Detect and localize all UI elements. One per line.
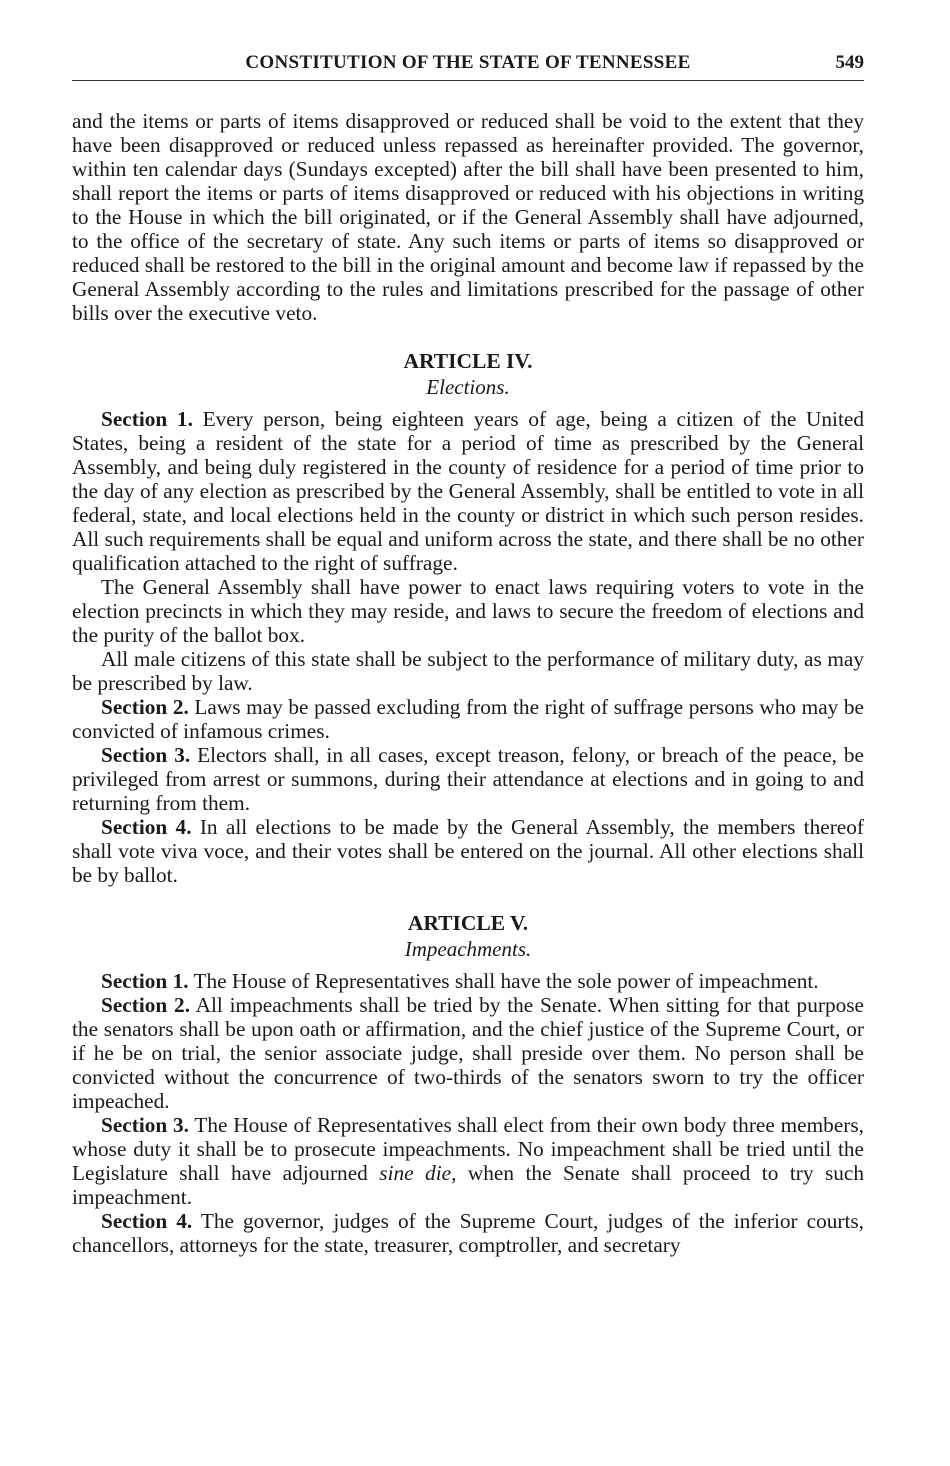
article-iv-section-4	[72, 815, 864, 887]
article-iv-section-2	[72, 695, 864, 743]
section-text: Every person, being eighteen years of age, being a citizen of the United States, being a resident of the state for a period of time as prescribed by the General Assembly, and being duly registered in the county of residence for a period of time prior to the day of any election as prescribed by the General Assembly, shall be entitled to vote in all federal, state, and local elections held in the county or district in which such person resides. All such requirements shall be equal and uniform across the state, and there shall be no other qualification attached to the right of suffrage.	[72, 407, 864, 575]
section-label: Section 2.	[101, 993, 191, 1017]
section-text: Laws may be passed excluding from the right of suffrage persons who may be convicted of infamous crimes.	[72, 695, 864, 743]
running-header	[72, 52, 864, 81]
section-label: Section 3.	[101, 1113, 189, 1137]
article-v-section-3	[72, 1113, 864, 1209]
article-v-section-1	[72, 969, 864, 993]
section-text: The governor, judges of the Supreme Court, judges of the inferior courts, chancellors, attorneys for the state, treasurer, comptroller, and secretary	[72, 1209, 864, 1257]
section-label: Section 2.	[101, 695, 189, 719]
section-text: In all elections to be made by the General Assembly, the members thereof shall vote viva voce, and their votes shall be entered on the journal. All other elections shall be by ballot.	[72, 815, 864, 887]
section-label: Section 4.	[101, 815, 192, 839]
continuation-paragraph: and the items or parts of items disapproved or reduced shall be void to the extent that they have been disapproved or reduced unless repassed as hereinafter provided. The governor, within ten calendar days (Sundays excepted) after the bill shall have been presented to him, shall report the items or parts of items disapproved or reduced with his objections in writing to the House in which the bill originated, or if the General Assembly shall have adjourned, to the office of the secretary of state. Any such items or parts of items so disapproved or reduced shall be restored to the bill in the original amount and become law if repassed by the General Assembly according to the rules and limitations prescribed for the passage of other bills over the executive veto.	[72, 109, 864, 325]
section-text: Electors shall, in all cases, except treason, felony, or breach of the peace, be privileged from arrest or summons, during their attendance at elections and in going to and returning from them.	[72, 743, 864, 815]
article-v-subtitle: Impeachments.	[404, 937, 532, 961]
section-label: Section 3.	[101, 743, 191, 767]
latin-term: sine die,	[379, 1161, 457, 1185]
section-label: Section 4.	[101, 1209, 193, 1233]
article-iv-subtitle: Elections.	[426, 375, 510, 399]
article-v-heading: ARTICLE V.	[407, 911, 529, 935]
article-iv-heading: ARTICLE IV.	[403, 349, 533, 373]
section-text: The House of Representatives shall elect from their own body three members, whose duty it shall be to prosecute impeachments. No impeachment shall be tried until the Legislature shall have adjourned	[72, 1113, 864, 1185]
article-iv-section-1	[72, 407, 864, 575]
article-v-section-4	[72, 1209, 864, 1257]
section-text: when the Senate shall proceed to try such impeachment.	[72, 1161, 864, 1209]
article-iv-paragraph-2: The General Assembly shall have power to enact laws requiring voters to vote in the election precincts in which they may reside, and laws to secure the freedom of elections and the purity of the ballot box.	[72, 575, 864, 647]
article-v-section-2	[72, 993, 864, 1113]
article-iv-paragraph-3: All male citizens of this state shall be subject to the performance of military duty, as may be prescribed by law.	[72, 647, 864, 695]
article-iv-section-3	[72, 743, 864, 815]
section-text: All impeachments shall be tried by the Senate. When sitting for that purpose the senators shall be upon oath or affirmation, and the chief justice of the Supreme Court, or if he be on trial, the senior associate judge, shall preside over them. No person shall be convicted without the concurrence of two-thirds of the senators sworn to try the officer impeached.	[72, 993, 864, 1113]
page-number: 549	[835, 52, 864, 73]
section-text: The House of Representatives shall have the sole power of impeachment.	[188, 969, 819, 993]
section-label: Section 1.	[101, 407, 193, 431]
section-label: Section 1.	[101, 969, 189, 993]
header-title: CONSTITUTION OF THE STATE OF TENNESSEE	[245, 52, 691, 73]
body-text	[72, 109, 864, 1257]
